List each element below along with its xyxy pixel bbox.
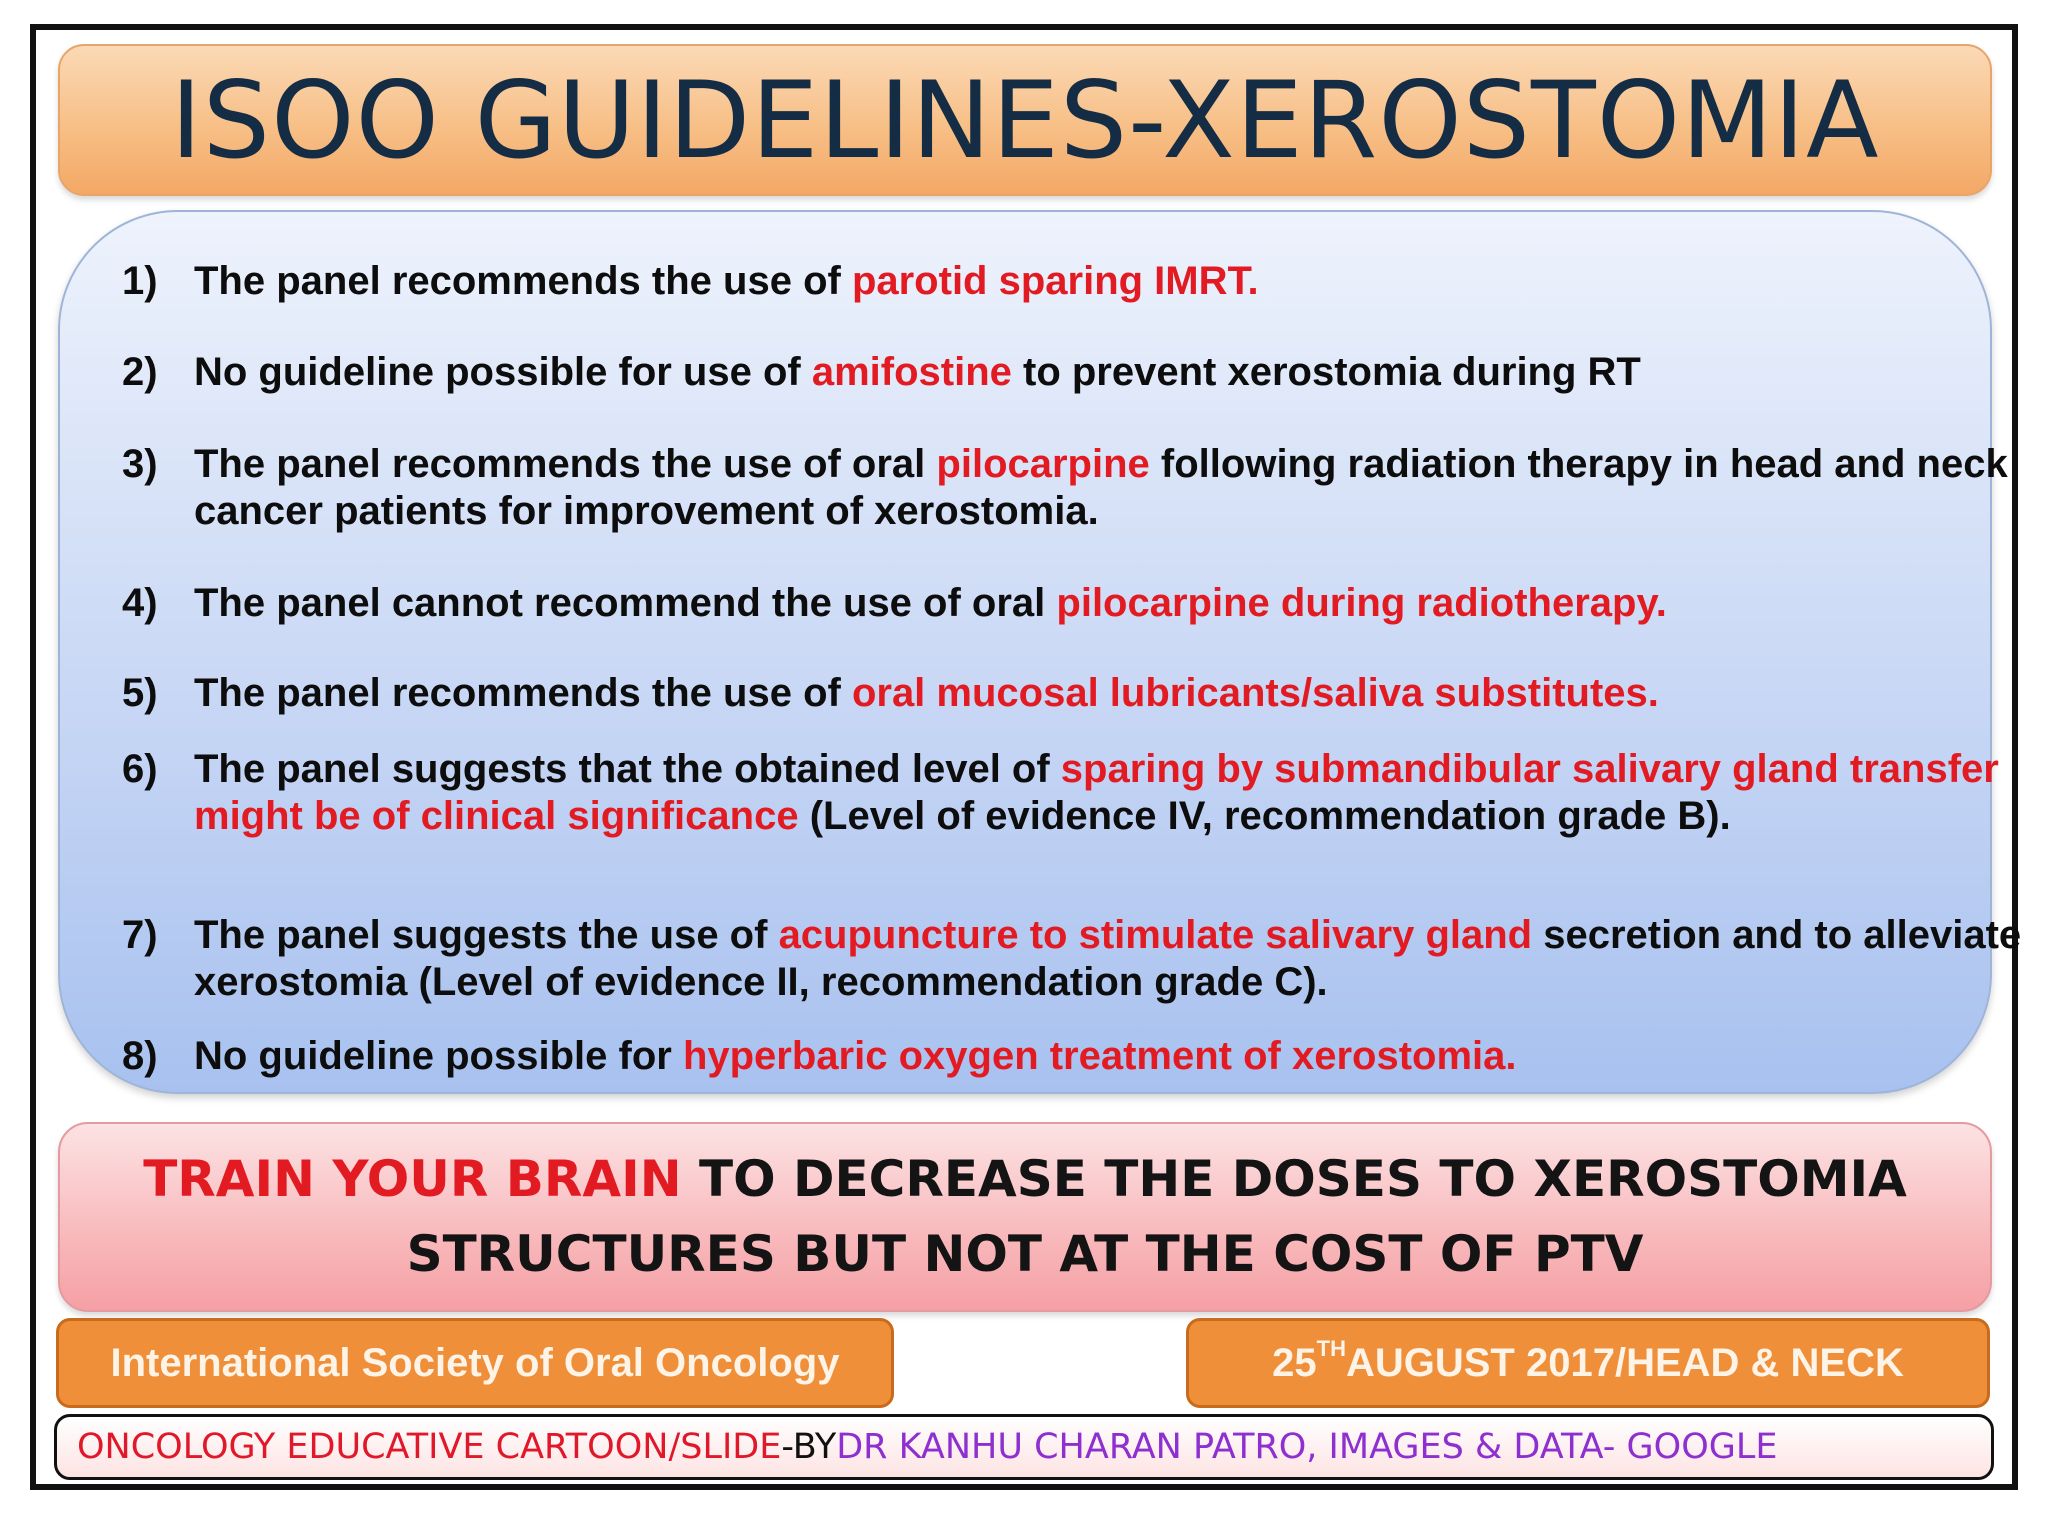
guideline-number: 4) <box>122 581 158 625</box>
guideline-text-part: The panel recommends the use of <box>194 671 852 715</box>
guideline-highlight: hyperbaric oxygen treatment of xerostomia. <box>682 1034 1517 1078</box>
banner-highlight: TRAIN YOUR BRAIN <box>143 1150 682 1208</box>
credit-series: ONCOLOGY EDUCATIVE CARTOON/SLIDE <box>77 1427 782 1467</box>
guideline-text-part: No guideline possible for use of <box>194 350 812 394</box>
slide-title: ISOO GUIDELINES-XEROSTOMIA <box>170 58 1880 182</box>
guideline-text-part: following radiation therapy in head and neck cancer patients for improvement of xerostomia. <box>194 442 2008 533</box>
guideline-text <box>194 1033 2044 1080</box>
guideline-text-part: The panel recommends the use of <box>194 259 852 303</box>
guideline-highlight: pilocarpine during radiotherapy. <box>1056 581 1667 625</box>
guideline-text-part: The panel suggests that the obtained level of <box>194 747 1061 791</box>
guideline-text-part: No guideline possible for <box>194 1034 683 1078</box>
guideline-text-part: secretion and to alleviate xerostomia (Level of evidence II, recommendation grade C). <box>194 913 2022 1004</box>
banner-line-1-rest: TO DECREASE THE DOSES TO XEROSTOMIA <box>681 1150 1907 1208</box>
credit-bar <box>54 1414 1994 1480</box>
guideline-number: 1) <box>122 259 158 303</box>
guideline-highlight: pilocarpine <box>936 442 1150 486</box>
title-bar <box>58 44 1992 196</box>
guideline-text <box>194 746 2044 840</box>
guideline-text-part: to prevent xerostomia during RT <box>1011 350 1641 394</box>
date-rest: AUGUST 2017/HEAD & NECK <box>1345 1340 1904 1385</box>
guideline-text-part: (Level of evidence IV, recommendation grade B). <box>798 794 1731 838</box>
guideline-text-part: The panel cannot recommend the use of oral <box>194 581 1057 625</box>
guideline-highlight: oral mucosal lubricants/saliva substitutes. <box>851 671 1659 715</box>
guideline-text <box>194 441 2044 535</box>
guideline-text <box>194 670 2044 717</box>
date-day: 25 <box>1272 1340 1317 1385</box>
guideline-number: 8) <box>122 1034 158 1078</box>
guideline-text <box>194 349 2044 396</box>
guideline-highlight: parotid sparing IMRT. <box>851 259 1259 303</box>
date-tag <box>1186 1318 1990 1408</box>
guideline-highlight: acupuncture to stimulate salivary gland <box>778 913 1533 957</box>
guideline-number: 7) <box>122 913 158 957</box>
banner-line-2: STRUCTURES BUT NOT AT THE COST OF PTV <box>406 1225 1644 1283</box>
train-brain-banner <box>58 1122 1992 1312</box>
guideline-text <box>194 912 2044 1006</box>
guideline-number: 3) <box>122 442 158 486</box>
society-tag: International Society of Oral Oncology <box>56 1318 894 1408</box>
guideline-text-part: The panel suggests the use of <box>194 913 779 957</box>
guideline-text <box>194 258 2044 305</box>
guideline-number: 5) <box>122 671 158 715</box>
guideline-text <box>194 580 2044 627</box>
guideline-number: 2) <box>122 350 158 394</box>
guideline-highlight: sparing by submandibular salivary gland transfer might be of clinical significance <box>194 747 1999 838</box>
date-suffix: TH <box>1316 1336 1346 1361</box>
guideline-number: 6) <box>122 747 158 791</box>
guideline-text-part: The panel recommends the use of oral <box>194 442 937 486</box>
guideline-highlight: amifostine <box>811 350 1012 394</box>
credit-by: -BY <box>781 1427 837 1467</box>
banner-line-1 <box>60 1142 1990 1216</box>
credit-author: DR KANHU CHARAN PATRO, IMAGES & DATA- GOOGLE <box>836 1427 1778 1467</box>
